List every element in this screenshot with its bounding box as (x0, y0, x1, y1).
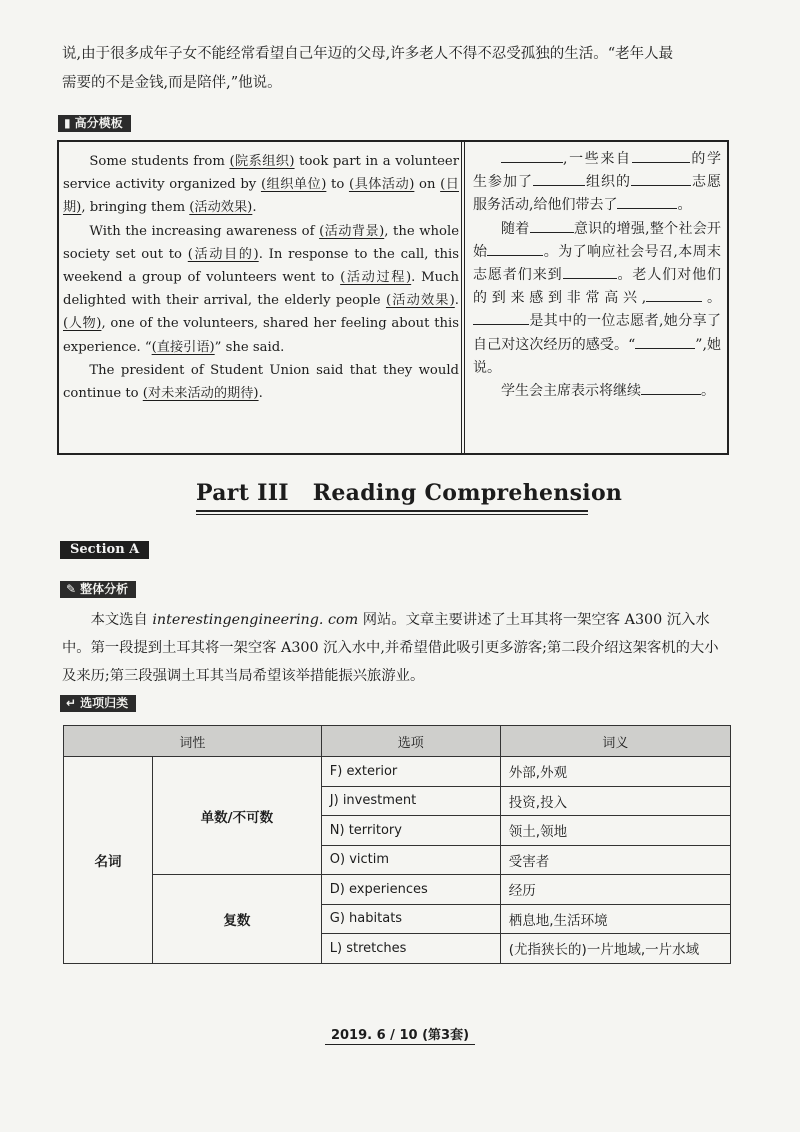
page-footer: 2019. 6 / 10 (第3套) (325, 1024, 475, 1045)
meaning-cell: 受害者 (500, 845, 730, 875)
sub-plural: 复数 (153, 875, 322, 964)
text: , one of the volunteers, shared her feeling about this experience. “ (63, 316, 460, 355)
option-cell: D) experiences (321, 875, 500, 905)
text: . (258, 386, 263, 402)
template-chinese (473, 148, 721, 403)
template-zh-para-3 (473, 380, 721, 403)
text: 志愿服务活动,给他们带去了 (473, 174, 721, 214)
blank-line (487, 241, 543, 256)
vocab-tag-label: 选项归类 (80, 696, 129, 710)
blank-line (632, 148, 690, 163)
template-icon: ▮ (64, 116, 71, 130)
option-cell: J) investment (321, 786, 500, 816)
blank-person: (人物) (63, 316, 102, 332)
meaning-cell: 外部,外观 (500, 757, 730, 787)
vocab-tag (60, 695, 136, 712)
option-cell: O) victim (321, 845, 500, 875)
text: on (419, 177, 436, 193)
text: . (252, 200, 257, 216)
text: . Much delighted with their arrival, the elderly people (63, 270, 460, 309)
source-site: interestingengineering. com (152, 612, 359, 628)
text: 学生会主席表示将继续 (501, 383, 641, 400)
section-a-label: Section A (60, 541, 149, 559)
template-zh-para-1 (473, 148, 721, 218)
intro-paragraph (62, 40, 732, 98)
blank-line (501, 148, 563, 163)
text: . In response to the call, this weekend a group of volunteers went to (63, 246, 459, 286)
blank-effect: (活动效果) (189, 200, 253, 216)
pos-noun: 名词 (64, 757, 153, 964)
text: 的学生参加了 (473, 151, 722, 191)
analysis-tag-label: 整体分析 (80, 582, 129, 596)
intro-line-1: 说,由于很多成年子女不能经常看望自己年迈的父母,许多老人不得不忍受孤独的生活。“老年人最 (62, 46, 674, 62)
text: 。 (677, 197, 692, 214)
blank-line (563, 264, 617, 279)
text: took part in a volunteer service activity organized by (63, 154, 459, 193)
blank-line (533, 171, 585, 186)
intro-line-2: 需要的不是金钱,而是陪伴,”他说。 (62, 75, 282, 91)
text: 随着 (501, 220, 530, 237)
blank-dept: (院系组织) (229, 154, 295, 169)
part-title: Part III Reading Comprehension (196, 480, 623, 506)
blank-line (473, 310, 529, 325)
table-row (64, 875, 731, 905)
table-row (64, 757, 731, 787)
text: 。为了响应社会号召,本周末志愿者们来到 (473, 243, 722, 284)
title-underline (196, 514, 588, 515)
analysis-paragraph (62, 606, 732, 690)
blank-date: (日期) (63, 177, 459, 216)
template-tag (58, 115, 131, 132)
option-cell: L) stretches (321, 934, 500, 964)
blank-line (631, 171, 691, 186)
template-english (63, 150, 459, 405)
text: 组织的 (585, 174, 631, 191)
meaning-cell: 栖息地,生活环境 (500, 904, 730, 934)
blank-line (641, 380, 701, 395)
option-cell: G) habitats (321, 904, 500, 934)
meaning-cell: 经历 (500, 875, 730, 905)
text: 是其中的一位志愿者,她分享了自己对这次经历的感受。“ (473, 313, 721, 353)
text: Some students from (89, 154, 225, 169)
text: The president of Student Union said that they would continue to (63, 362, 459, 402)
template-box (57, 140, 729, 455)
blank-line (646, 287, 702, 302)
option-cell: F) exterior (321, 757, 500, 787)
template-en-para-2 (63, 220, 459, 359)
header-option: 选项 (321, 726, 500, 757)
option-cell: N) territory (321, 816, 500, 846)
template-tag-label: 高分模板 (74, 116, 123, 130)
text: 。 (701, 383, 715, 400)
blank-line (617, 194, 677, 209)
text: , bringing them (81, 200, 186, 216)
blank-effect-2: (活动效果) (385, 293, 455, 309)
blank-purpose: (活动目的) (187, 246, 259, 262)
pencil-icon: ✎ (66, 582, 77, 596)
meaning-cell: 投资,投入 (500, 786, 730, 816)
template-en-para-3 (63, 359, 459, 405)
text: ” she said. (214, 339, 285, 355)
text: ”,她说。 (473, 336, 721, 376)
text: 网站。文章主要讲述了土耳其将一架空客 A300 沉入水中。第一段提到土耳其将一架空客 A300 沉入水中,并希望借此吸引更多游客;第二段介绍这架客机的大小及来历;第三段强调土耳其当局希望该举措能振兴旅游业。 (62, 612, 719, 684)
header-meaning: 词义 (500, 726, 730, 757)
meaning-cell: (尤指狭长的)一片地域,一片水域 (500, 934, 730, 964)
divider (464, 142, 465, 453)
text: , the whole society set out to (63, 223, 459, 262)
text: to (331, 177, 345, 193)
text: 意识的增强,整个社会开始 (473, 220, 721, 260)
blank-activity: (具体活动) (348, 177, 415, 193)
table-header-row (64, 726, 731, 757)
text: 。 (702, 290, 722, 307)
blank-quote: (直接引语) (151, 339, 215, 355)
text: With the increasing awareness of (89, 223, 315, 239)
blank-line (530, 218, 574, 233)
title-underline (196, 510, 588, 512)
return-arrow-icon: ↵ (66, 696, 77, 710)
blank-line (635, 334, 695, 349)
text: ,一些来自 (563, 151, 632, 167)
text: . (454, 293, 459, 309)
blank-background: (活动背景) (319, 223, 385, 239)
sub-singular: 单数/不可数 (153, 757, 322, 875)
blank-future: (对未来活动的期待) (142, 386, 259, 402)
header-pos: 词性 (64, 726, 322, 757)
blank-process: (活动过程) (340, 270, 412, 286)
blank-org: (组织单位) (260, 177, 327, 193)
template-zh-para-2 (473, 218, 721, 380)
vocab-table (63, 725, 731, 964)
divider (461, 142, 462, 453)
meaning-cell: 领土,领地 (500, 816, 730, 846)
analysis-tag (60, 581, 136, 598)
text: 。老人们对他们的到来感到非常高兴, (473, 267, 722, 307)
template-en-para-1 (63, 150, 459, 220)
text: 本文选自 (90, 612, 148, 628)
